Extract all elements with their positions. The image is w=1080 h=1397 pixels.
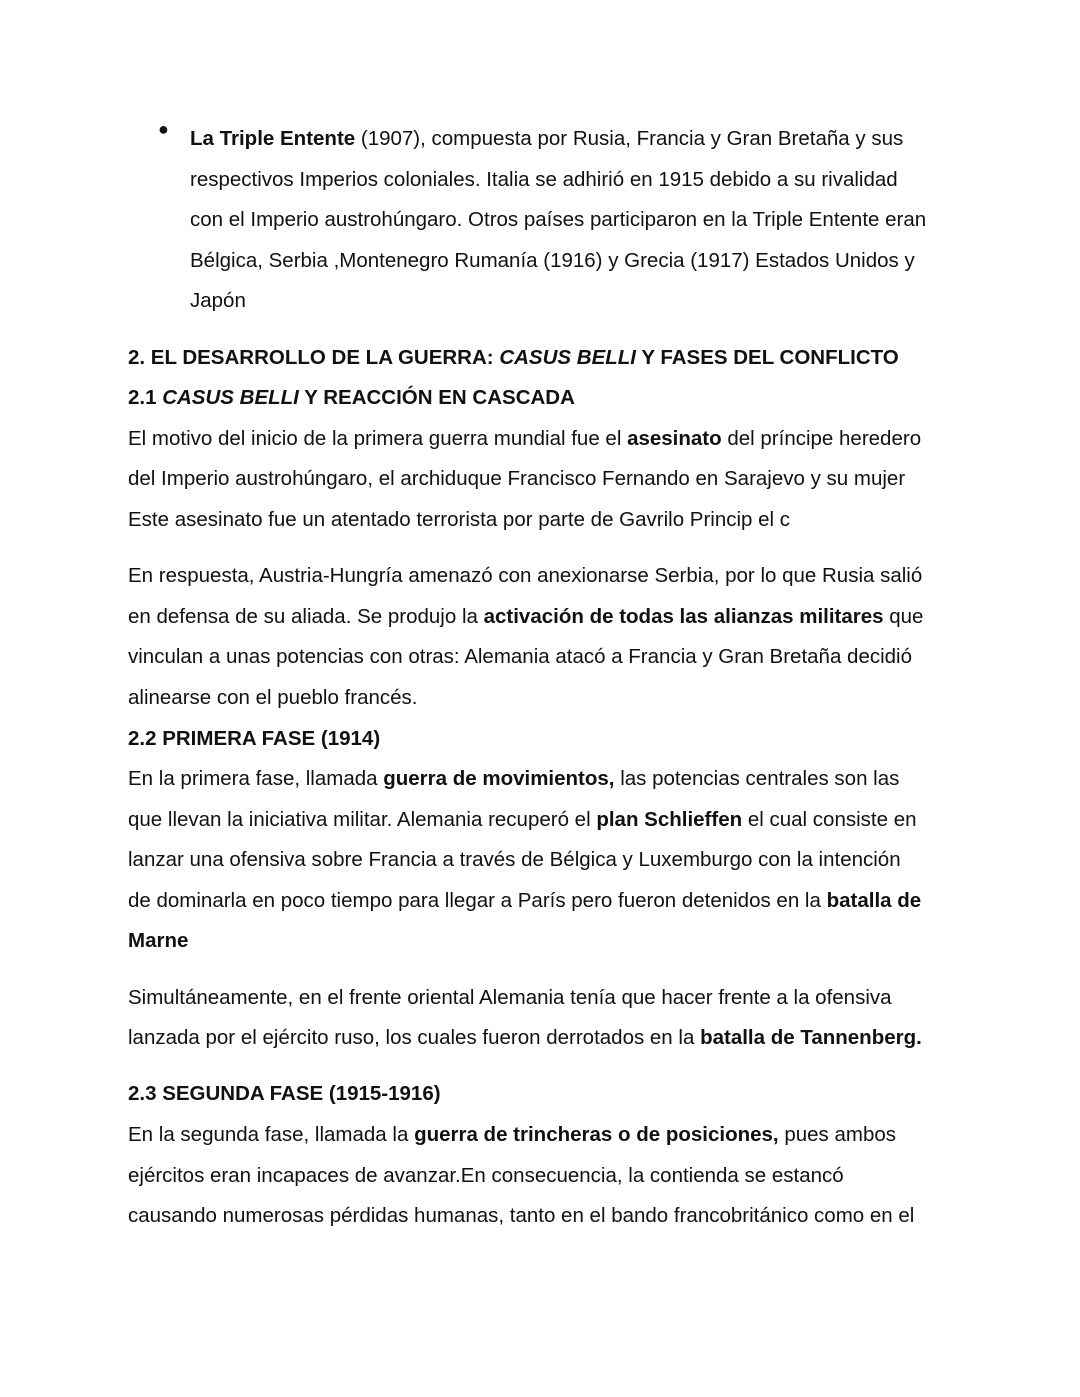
bold-text: Marne: [128, 929, 189, 953]
bold-text: plan Schlieffen: [596, 807, 743, 831]
plain-text: en defensa de su aliada. Se produjo la: [128, 604, 484, 628]
plain-text: 2. EL DESARROLLO DE LA GUERRA:: [128, 345, 500, 369]
plain-text: Este asesinato fue un atentado terrorista por parte de Gavrilo Princip el c: [128, 507, 791, 531]
plain-text: 2.1: [128, 386, 163, 410]
paragraph-casus-belli: [128, 419, 968, 541]
text-line: [128, 978, 968, 1019]
text-line: [128, 556, 968, 597]
bold-text: batalla de: [826, 888, 922, 912]
section-heading-2: [128, 338, 968, 379]
plain-text: lanzada por el ejército ruso, los cuales fueron derrotados en la: [128, 1026, 701, 1050]
plain-text: del príncipe heredero: [721, 426, 922, 450]
plain-text: que llevan la iniciativa militar. Alemania recuperó el: [128, 807, 597, 831]
text-line: [128, 678, 968, 719]
plain-text: el cual consiste en: [742, 807, 917, 831]
text-line: [128, 500, 968, 541]
plain-text: respectivos Imperios coloniales. Italia se adhirió en 1915 debido a su rivalidad: [190, 167, 898, 191]
text-line: [128, 921, 968, 962]
italic-text: CASUS BELLI: [499, 345, 636, 369]
plain-text: con el Imperio austrohúngaro. Otros países participaron en la Triple Entente eran: [190, 208, 927, 232]
text-line: [128, 1115, 968, 1156]
plain-text: vinculan a unas potencias con otras: Alemania atacó a Francia y Gran Bretaña decidió: [128, 645, 913, 669]
text-line: [128, 1018, 968, 1059]
text-line: [190, 281, 968, 322]
document-page: [128, 119, 968, 1237]
plain-text: del Imperio austrohúngaro, el archiduque Francisco Fernando en Sarajevo y su mujer: [128, 467, 906, 491]
text-line: [128, 597, 968, 638]
plain-text: En respuesta, Austria-Hungría amenazó con anexionarse Serbia, por lo que Rusia salió: [128, 564, 923, 588]
plain-text: Y FASES DEL CONFLICTO: [636, 345, 899, 369]
text-line: [190, 160, 968, 201]
text-line: [128, 800, 968, 841]
paragraph-primera-fase: [128, 759, 968, 962]
text-line: [128, 1196, 968, 1237]
paragraph-reaccion: [128, 556, 968, 718]
text-line: [128, 419, 968, 460]
bold-text: La Triple Entente: [190, 127, 356, 150]
section-heading-2-1: [128, 378, 968, 419]
plain-text: pues ambos: [778, 1123, 896, 1147]
bullet-item-triple-entente: [128, 119, 968, 322]
bold-text: guerra de trincheras o de posiciones,: [414, 1123, 779, 1147]
plain-text: (1907), compuesta por Rusia, Francia y Gran Bretaña y sus: [355, 127, 904, 150]
paragraph-segunda-fase: [128, 1115, 968, 1237]
bold-text: batalla de Tannenberg.: [700, 1026, 922, 1050]
plain-text: 2.2 PRIMERA FASE (1914): [128, 726, 381, 750]
text-line: [128, 840, 968, 881]
text-line: [128, 459, 968, 500]
plain-text: alinearse con el pueblo francés.: [128, 685, 418, 709]
plain-text: Simultáneamente, en el frente oriental Alemania tenía que hacer frente a la ofensiva: [128, 985, 892, 1009]
text-line: [190, 241, 968, 282]
bold-text: asesinato: [627, 426, 722, 450]
plain-text: lanzar una ofensiva sobre Francia a través de Bélgica y Luxemburgo con la intención: [128, 848, 901, 872]
plain-text: causando numerosas pérdidas humanas, tanto en el bando francobritánico como en el: [128, 1204, 915, 1228]
plain-text: Japón: [190, 289, 246, 313]
plain-text: las potencias centrales son las: [614, 767, 900, 791]
bullet-symbol: ●: [158, 119, 169, 139]
section-heading-2-3: [128, 1074, 968, 1115]
plain-text: ejércitos eran incapaces de avanzar.En consecuencia, la contienda se estancó: [128, 1163, 844, 1187]
text-line: [190, 119, 968, 160]
plain-text: de dominarla en poco tiempo para llegar a París pero fueron detenidos en la: [128, 888, 827, 912]
plain-text: Y REACCIÓN EN CASCADA: [298, 386, 575, 410]
paragraph-frente-oriental: [128, 978, 968, 1059]
plain-text: que: [883, 604, 924, 628]
plain-text: Bélgica, Serbia ,Montenegro Rumanía (1916) y Grecia (1917) Estados Unidos y: [190, 248, 915, 272]
text-line: [128, 759, 968, 800]
plain-text: 2.3 SEGUNDA FASE (1915-1916): [128, 1082, 441, 1106]
text-line: [190, 200, 968, 241]
text-line: [128, 881, 968, 922]
plain-text: En la segunda fase, llamada la: [128, 1123, 415, 1147]
text-line: [128, 1156, 968, 1197]
bold-text: activación de todas las alianzas militares: [483, 604, 884, 628]
italic-text: CASUS BELLI: [162, 386, 299, 410]
plain-text: El motivo del inicio de la primera guerra mundial fue el: [128, 426, 628, 450]
plain-text: En la primera fase, llamada: [128, 767, 384, 791]
bold-text: guerra de movimientos,: [383, 767, 615, 791]
text-line: [128, 637, 968, 678]
section-heading-2-2: [128, 719, 968, 760]
